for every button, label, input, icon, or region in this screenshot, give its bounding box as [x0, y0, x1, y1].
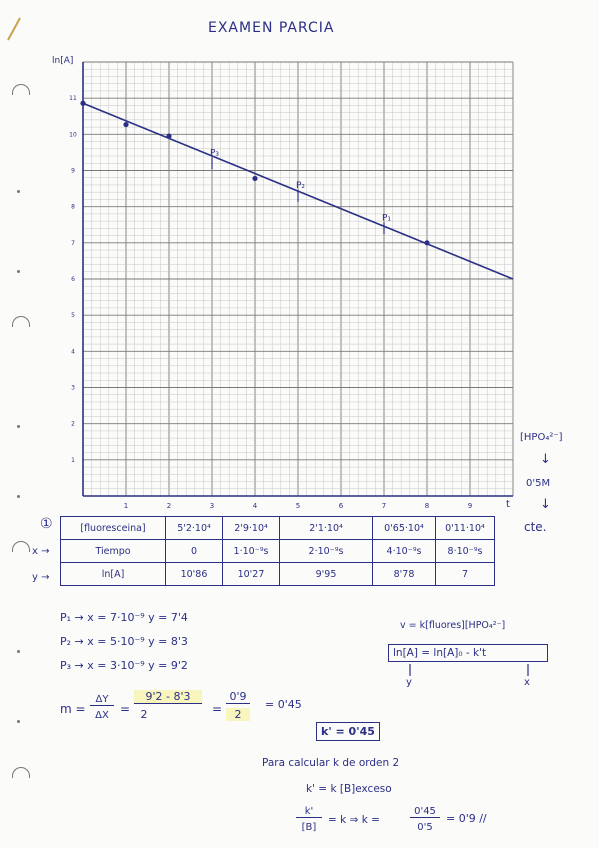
point-p3-text: P₃ → x = 3·10⁻⁹ y = 9'2 [60, 659, 188, 672]
x-tick-label: 7 [381, 502, 387, 510]
final-den1: [B] [301, 822, 317, 833]
y-tick-label: 5 [71, 312, 75, 320]
equals: = [212, 702, 223, 716]
table-cell: 5'2·10⁴ [166, 517, 223, 540]
ln-equation: ln[A] = ln[A]₀ - k't [388, 644, 548, 662]
table-cell: 4·10⁻⁹s [373, 540, 436, 563]
table-cell: 9'95 [280, 563, 373, 586]
slope-frac3-num: 0'9 [226, 690, 250, 704]
ln-eq-y: y [406, 677, 412, 688]
final-den2: 0'5 [417, 822, 433, 833]
x-tick-label: 2 [166, 502, 172, 510]
table-cell: 8·10⁻⁹s [436, 540, 495, 563]
x-tick-label: 3 [209, 502, 215, 510]
y-tick-label: 3 [71, 384, 75, 392]
x-tick-label: 8 [424, 502, 430, 510]
final-num2: 0'45 [410, 806, 440, 818]
table-cell: 2'1·10⁴ [280, 517, 373, 540]
table-cell: 10'86 [166, 563, 223, 586]
y-tick-label: 6 [71, 276, 75, 283]
point-label: P₂ [296, 180, 306, 191]
point-p1-text: P₁ → x = 7·10⁻⁹ y = 7'4 [60, 611, 188, 624]
table-cell: 0'65·10⁴ [373, 517, 436, 540]
equals: = [120, 702, 131, 716]
point-label: P₁ [382, 213, 392, 224]
final-result: = 0'9 // [446, 812, 487, 825]
slope-result: = 0'45 [265, 698, 302, 711]
final-mid: = k ⇒ k = [328, 814, 380, 826]
slope-frac1-num: ΔY [90, 694, 114, 706]
k-prime-result: k' = 0'45 [316, 722, 380, 741]
constant-label: cte. [524, 520, 547, 534]
y-axis-label: ln[A] [52, 56, 74, 66]
y-tick-label: 7 [71, 239, 75, 247]
slope-frac2-den: 2 [140, 708, 148, 721]
k-equation: k' = k [B]exceso [306, 783, 392, 795]
x-tick-label: 1 [123, 502, 129, 510]
row-prefix-y: y → [32, 572, 50, 583]
y-tick-label: 4 [71, 348, 75, 356]
y-tick-label: 1 [71, 456, 75, 464]
page-title: EXAMEN PARCIA [208, 20, 335, 36]
arrow-down: ↓ [540, 452, 551, 467]
row-prefix-x: x → [32, 546, 50, 557]
slope-m: m = [60, 702, 86, 716]
table-cell: 2'9·10⁴ [223, 517, 280, 540]
x-tick-label: 4 [252, 502, 258, 510]
table-cell: 0 [166, 540, 223, 563]
concentration-value: 0'5M [526, 478, 551, 489]
table-cell: 2·10⁻⁹s [280, 540, 373, 563]
y-tick-label: 11 [69, 95, 77, 103]
final-num1: k' [296, 806, 322, 818]
slope-frac3-den: 2 [226, 708, 250, 721]
y-tick-label: 10 [69, 131, 77, 139]
slope-frac1-den: ΔX [95, 710, 109, 721]
rate-law: v = k[fluores][HPO₄²⁻] [400, 620, 506, 631]
question-number: ① [40, 516, 53, 532]
table-cell: 1·10⁻⁹s [223, 540, 280, 563]
y-tick-label: 2 [71, 420, 75, 428]
concentration-label: [HPO₄²⁻] [520, 432, 563, 443]
calc-title: Para calcular k de orden 2 [262, 757, 400, 769]
table-cell: 8'78 [373, 563, 436, 586]
table-cell: Tiempo [61, 540, 166, 563]
point-label: P₃ [210, 148, 220, 159]
x-tick-label: 6 [338, 502, 344, 510]
y-tick-label: 9 [71, 167, 75, 175]
y-tick-label: 8 [71, 203, 75, 211]
table-cell: 7 [436, 563, 495, 586]
point-p2-text: P₂ → x = 5·10⁻⁹ y = 8'3 [60, 635, 188, 648]
x-axis-end-label: t [506, 499, 510, 510]
table-cell: 0'11·10⁴ [436, 517, 495, 540]
ln-eq-x: x [524, 677, 530, 688]
table-cell: [fluoresceina] [61, 517, 166, 540]
table-cell: 10'27 [223, 563, 280, 586]
x-tick-label: 5 [295, 502, 301, 510]
arrow-down: ↓ [540, 497, 551, 512]
table-cell: ln[A] [61, 563, 166, 586]
slope-frac2-num: 9'2 - 8'3 [134, 690, 202, 704]
x-tick-label: 9 [467, 502, 473, 510]
